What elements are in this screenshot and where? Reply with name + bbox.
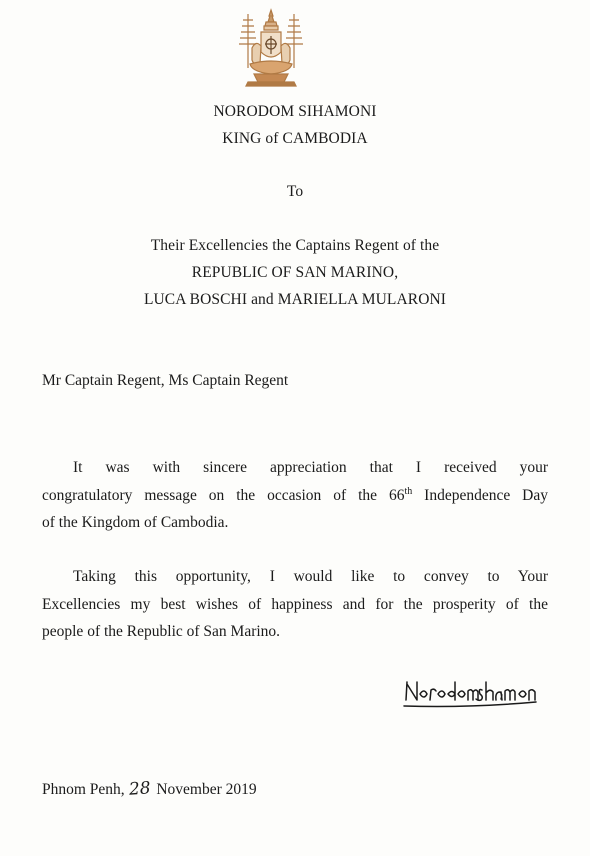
handwritten-day: 28: [128, 778, 151, 800]
paragraph-1-line-1: It was with sincere appreciation that I received your: [73, 459, 548, 476]
paragraph-1-line-2-start: congratulatory message on the occasion of the 66: [42, 486, 405, 504]
paragraph-1-line-2-end: Independence Day: [412, 486, 548, 504]
paragraph-2-line-2: Excellencies my best wishes of happiness and for the prosperity of the: [42, 595, 548, 613]
handwritten-signature: [400, 672, 540, 716]
sender-name: NORODOM SIHAMONI: [213, 103, 377, 120]
salutation: Mr Captain Regent, Ms Captain Regent: [42, 372, 289, 389]
recipient-line-3: LUCA BOSCHI and MARIELLA MULARONI: [143, 291, 447, 308]
body-paragraph-2: [42, 563, 548, 646]
recipient-line-2: REPUBLIC OF SAN MARINO,: [191, 264, 399, 281]
body-paragraph-1: [42, 454, 548, 537]
recipient-line-1: Their Excellencies the Captains Regent of the: [150, 237, 440, 254]
ordinal-suffix: th: [404, 485, 413, 497]
royal-emblem-icon: [234, 8, 308, 88]
paragraph-1-line-3: of the Kingdom of Cambodia.: [42, 514, 229, 531]
date-month-year: November 2019: [156, 781, 257, 798]
paragraph-2-line-1: Taking this opportunity, I would like to convey to Your: [73, 568, 548, 585]
paragraph-2-line-3: people of the Republic of San Marino.: [42, 623, 281, 640]
paragraph-1-line-2: [42, 482, 548, 510]
sender-title: KING of CAMBODIA: [222, 130, 368, 147]
date-line: [42, 779, 257, 799]
to-label: To: [286, 183, 304, 200]
date-place: Phnom Penh,: [42, 781, 125, 798]
